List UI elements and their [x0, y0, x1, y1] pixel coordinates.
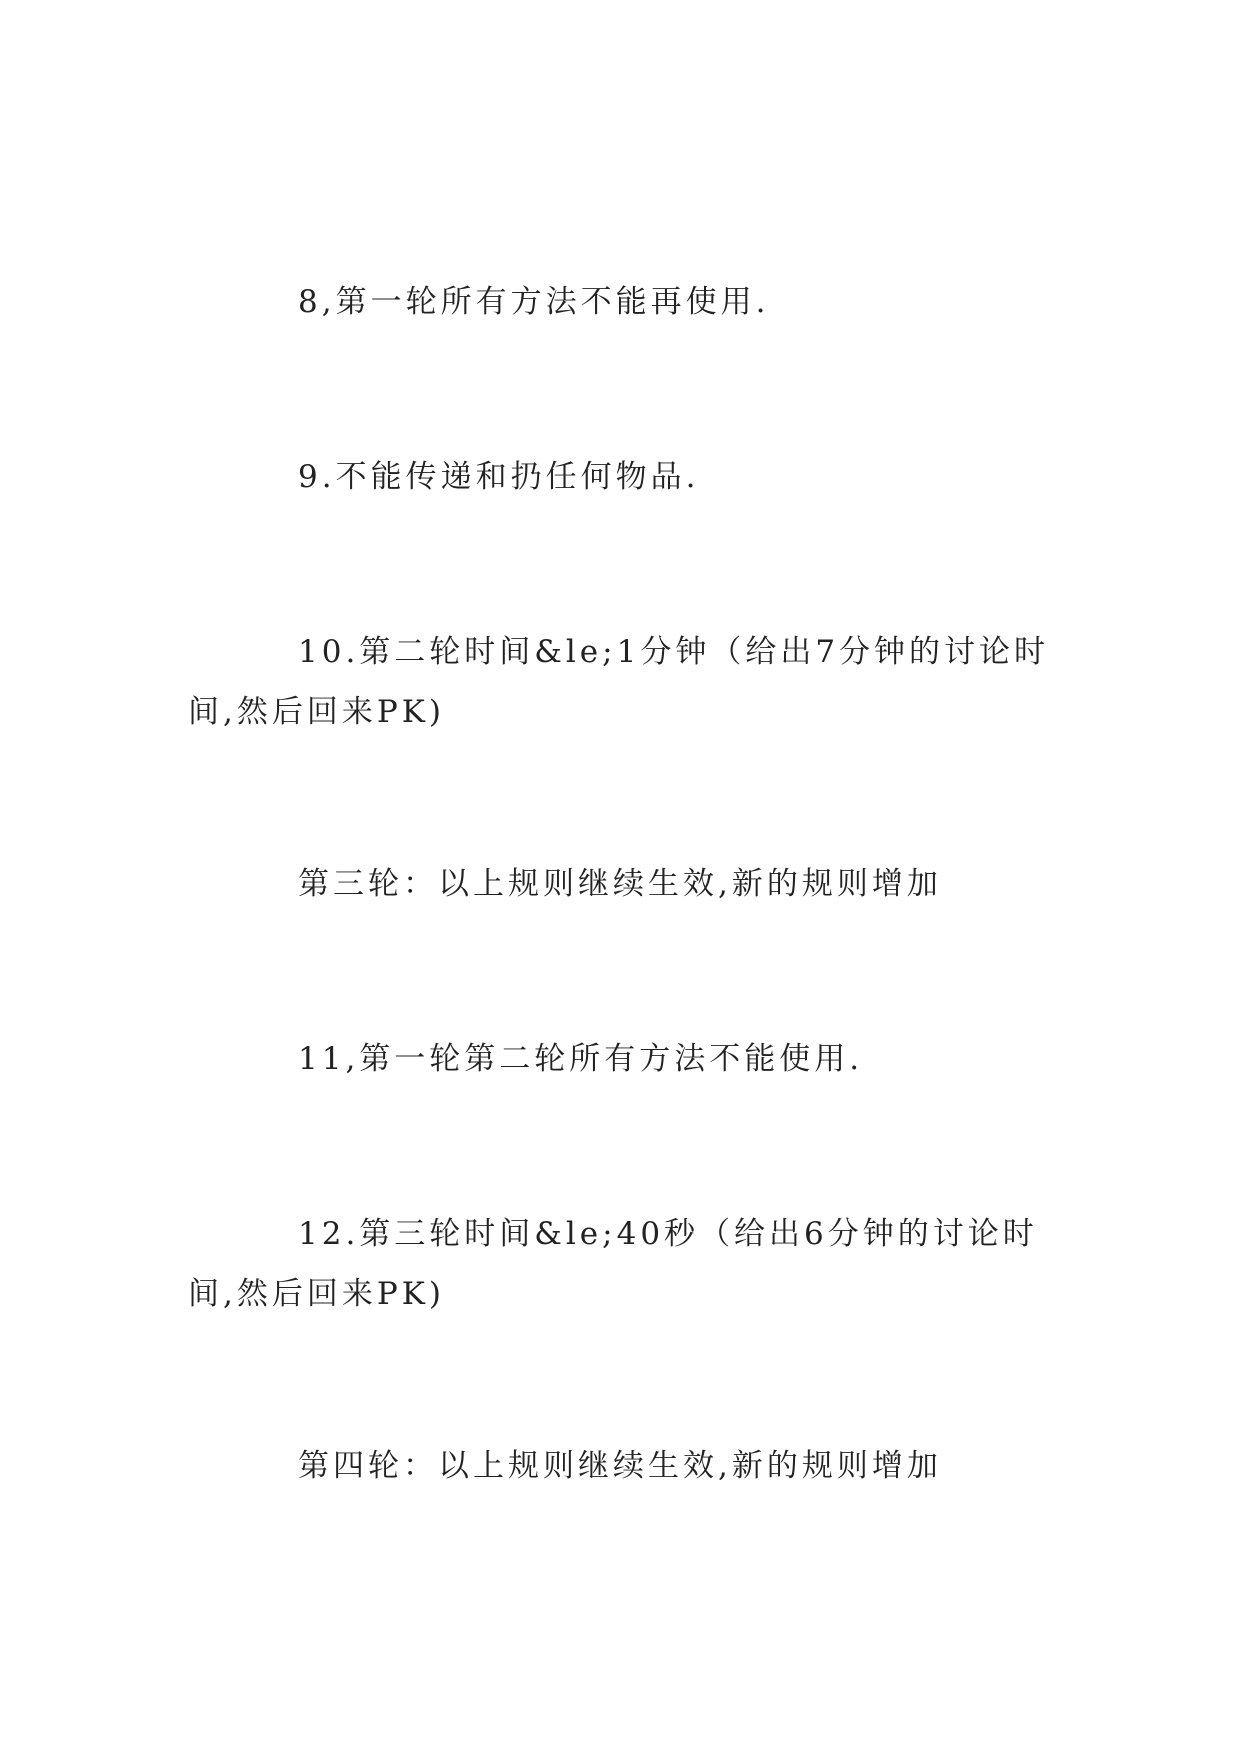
round-3-heading: 第三轮：以上规则继续生效,新的规则增加: [298, 866, 942, 902]
rule-11-paragraph: 11,第一轮第二轮所有方法不能使用.: [298, 1041, 864, 1077]
rule-12-paragraph: 12.第三轮时间&le;40秒（给出6分钟的讨论时间,然后回来PK): [188, 1216, 1038, 1312]
round-4-heading: 第四轮：以上规则继续生效,新的规则增加: [298, 1448, 942, 1484]
rule-9-paragraph: 9.不能传递和扔任何物品.: [298, 459, 700, 495]
rule-10-paragraph: 10.第二轮时间&le;1分钟（给出7分钟的讨论时间,然后回来PK): [188, 634, 1050, 730]
rule-8-paragraph: 8,第一轮所有方法不能再使用.: [298, 284, 770, 320]
